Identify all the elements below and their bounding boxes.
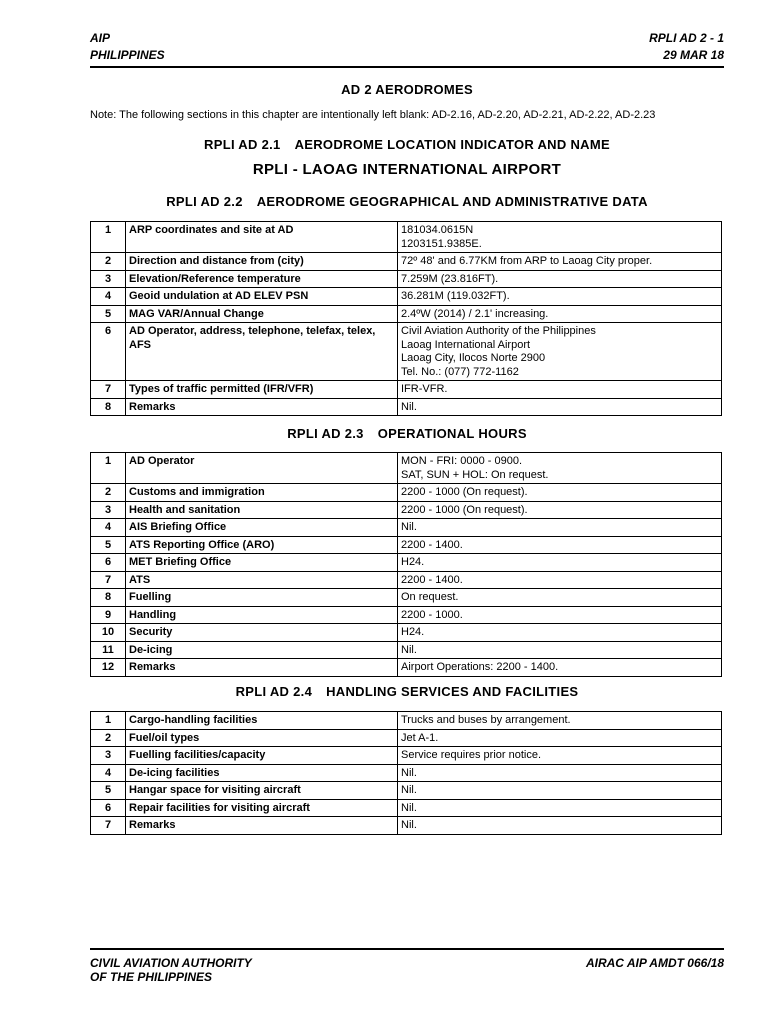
footer-left bbox=[90, 956, 252, 984]
section-2-4-heading bbox=[90, 684, 724, 699]
table-row bbox=[91, 288, 722, 306]
row-number: 8 bbox=[91, 398, 126, 416]
header-country: PHILIPPINES bbox=[90, 48, 165, 62]
row-number: 6 bbox=[91, 799, 126, 817]
row-number: 6 bbox=[91, 323, 126, 381]
row-number: 7 bbox=[91, 817, 126, 835]
row-value: Nil. bbox=[398, 817, 722, 835]
chapter-note: Note: The following sections in this chapter are intentionally left blank: AD-2.16, AD-2.20, AD-2.21, AD-2.22, AD-2.23 bbox=[90, 109, 656, 121]
row-number: 12 bbox=[91, 659, 126, 677]
row-value: 181034.0615N 1203151.9385E. bbox=[398, 222, 722, 253]
row-value: MON - FRI: 0000 - 0900. SAT, SUN + HOL: On request. bbox=[398, 453, 722, 484]
row-number: 2 bbox=[91, 484, 126, 502]
row-number: 9 bbox=[91, 606, 126, 624]
section-2-1-code: RPLI AD 2.1 bbox=[204, 137, 281, 152]
row-value: Nil. bbox=[398, 799, 722, 817]
table-row bbox=[91, 747, 722, 765]
geographical-admin-table bbox=[90, 221, 722, 416]
table-row bbox=[91, 712, 722, 730]
row-number: 1 bbox=[91, 222, 126, 253]
row-label: Remarks bbox=[126, 817, 398, 835]
row-label: Remarks bbox=[126, 398, 398, 416]
table-row bbox=[91, 764, 722, 782]
row-number: 8 bbox=[91, 589, 126, 607]
row-label: Handling bbox=[126, 606, 398, 624]
row-value: Trucks and buses by arrangement. bbox=[398, 712, 722, 730]
row-number: 7 bbox=[91, 571, 126, 589]
row-value: 2.4ºW (2014) / 2.1' increasing. bbox=[398, 305, 722, 323]
page-header bbox=[90, 30, 724, 68]
row-value: 2200 - 1400. bbox=[398, 571, 722, 589]
row-number: 6 bbox=[91, 554, 126, 572]
section-2-4-code: RPLI AD 2.4 bbox=[235, 684, 313, 699]
row-number: 5 bbox=[91, 782, 126, 800]
table-row bbox=[91, 381, 722, 399]
row-label: Customs and immigration bbox=[126, 484, 398, 502]
airport-name: RPLI - LAOAG INTERNATIONAL AIRPORT bbox=[252, 161, 562, 178]
row-value: Nil. bbox=[398, 398, 722, 416]
table-row bbox=[91, 519, 722, 537]
table-row bbox=[91, 398, 722, 416]
table-row bbox=[91, 323, 722, 381]
row-number: 5 bbox=[91, 536, 126, 554]
table-row bbox=[91, 253, 722, 271]
row-label: Elevation/Reference temperature bbox=[126, 270, 398, 288]
row-value: 72º 48' and 6.77KM from ARP to Laoag City proper. bbox=[398, 253, 722, 271]
header-aip: AIP bbox=[90, 31, 111, 45]
footer-authority-line1: CIVIL AVIATION AUTHORITY bbox=[90, 956, 252, 970]
row-label: Cargo-handling facilities bbox=[126, 712, 398, 730]
table-row bbox=[91, 270, 722, 288]
row-label: Geoid undulation at AD ELEV PSN bbox=[126, 288, 398, 306]
header-page-ref: RPLI AD 2 - 1 bbox=[649, 31, 724, 45]
row-value: Airport Operations: 2200 - 1400. bbox=[398, 659, 722, 677]
row-number: 4 bbox=[91, 764, 126, 782]
footer-amendment: AIRAC AIP AMDT 066/18 bbox=[585, 956, 724, 970]
row-label: De-icing bbox=[126, 641, 398, 659]
table-row bbox=[91, 589, 722, 607]
row-label: MAG VAR/Annual Change bbox=[126, 305, 398, 323]
row-number: 1 bbox=[91, 712, 126, 730]
row-label: Repair facilities for visiting aircraft bbox=[126, 799, 398, 817]
table-row bbox=[91, 222, 722, 253]
row-label: Security bbox=[126, 624, 398, 642]
table-row bbox=[91, 501, 722, 519]
row-label: AD Operator, address, telephone, telefax, telex, AFS bbox=[126, 323, 398, 381]
table-row bbox=[91, 817, 722, 835]
table-row bbox=[91, 536, 722, 554]
row-label: Types of traffic permitted (IFR/VFR) bbox=[126, 381, 398, 399]
row-value: H24. bbox=[398, 624, 722, 642]
row-value: Nil. bbox=[398, 764, 722, 782]
table-row bbox=[91, 554, 722, 572]
row-label: Remarks bbox=[126, 659, 398, 677]
table-row bbox=[91, 782, 722, 800]
row-label: De-icing facilities bbox=[126, 764, 398, 782]
row-value: IFR-VFR. bbox=[398, 381, 722, 399]
row-label: ARP coordinates and site at AD bbox=[126, 222, 398, 253]
row-label: ATS bbox=[126, 571, 398, 589]
header-left bbox=[90, 30, 165, 64]
section-2-3-code: RPLI AD 2.3 bbox=[287, 426, 364, 441]
section-2-2-heading bbox=[90, 194, 724, 209]
row-label: Fuelling facilities/capacity bbox=[126, 747, 398, 765]
table-row bbox=[91, 729, 722, 747]
section-2-1-heading bbox=[90, 137, 724, 152]
row-value: Jet A-1. bbox=[398, 729, 722, 747]
row-value: H24. bbox=[398, 554, 722, 572]
row-value: Civil Aviation Authority of the Philippines Laoag International Airport Laoag City, Ilocos Norte 2900 Tel. No.: (077) 772-1162 bbox=[398, 323, 722, 381]
row-label: Hangar space for visiting aircraft bbox=[126, 782, 398, 800]
page-footer bbox=[90, 948, 724, 984]
row-value: 2200 - 1000 (On request). bbox=[398, 484, 722, 502]
table-row bbox=[91, 624, 722, 642]
row-number: 10 bbox=[91, 624, 126, 642]
row-label: Direction and distance from (city) bbox=[126, 253, 398, 271]
section-2-4-title: HANDLING SERVICES AND FACILITIES bbox=[326, 684, 579, 699]
section-2-1-title: AERODROME LOCATION INDICATOR AND NAME bbox=[294, 137, 610, 152]
section-2-3-heading bbox=[90, 426, 724, 441]
row-value: Service requires prior notice. bbox=[398, 747, 722, 765]
row-number: 4 bbox=[91, 288, 126, 306]
handling-services-table bbox=[90, 711, 722, 835]
row-value: 2200 - 1400. bbox=[398, 536, 722, 554]
table-row bbox=[91, 606, 722, 624]
row-number: 1 bbox=[91, 453, 126, 484]
row-number: 3 bbox=[91, 270, 126, 288]
header-right bbox=[649, 30, 724, 64]
table-row bbox=[91, 305, 722, 323]
row-label: AD Operator bbox=[126, 453, 398, 484]
row-number: 5 bbox=[91, 305, 126, 323]
row-value: 2200 - 1000. bbox=[398, 606, 722, 624]
header-date: 29 MAR 18 bbox=[663, 48, 724, 62]
section-2-2-title: AERODROME GEOGRAPHICAL AND ADMINISTRATIVE DATA bbox=[256, 194, 648, 209]
row-number: 11 bbox=[91, 641, 126, 659]
row-label: Health and sanitation bbox=[126, 501, 398, 519]
row-value: Nil. bbox=[398, 641, 722, 659]
section-2-2-code: RPLI AD 2.2 bbox=[166, 194, 243, 209]
table-row bbox=[91, 659, 722, 677]
row-label: AIS Briefing Office bbox=[126, 519, 398, 537]
row-label: Fuelling bbox=[126, 589, 398, 607]
row-label: Fuel/oil types bbox=[126, 729, 398, 747]
row-label: MET Briefing Office bbox=[126, 554, 398, 572]
table-row bbox=[91, 484, 722, 502]
row-number: 3 bbox=[91, 501, 126, 519]
row-value: 2200 - 1000 (On request). bbox=[398, 501, 722, 519]
row-value: On request. bbox=[398, 589, 722, 607]
row-number: 2 bbox=[91, 729, 126, 747]
row-number: 3 bbox=[91, 747, 126, 765]
section-2-3-title: OPERATIONAL HOURS bbox=[377, 426, 527, 441]
row-number: 2 bbox=[91, 253, 126, 271]
row-number: 4 bbox=[91, 519, 126, 537]
row-value: Nil. bbox=[398, 519, 722, 537]
row-value: Nil. bbox=[398, 782, 722, 800]
table-row bbox=[91, 571, 722, 589]
table-row bbox=[91, 453, 722, 484]
row-label: ATS Reporting Office (ARO) bbox=[126, 536, 398, 554]
row-number: 7 bbox=[91, 381, 126, 399]
row-value: 7.259M (23.816FT). bbox=[398, 270, 722, 288]
row-value: 36.281M (119.032FT). bbox=[398, 288, 722, 306]
table-row bbox=[91, 641, 722, 659]
table-row bbox=[91, 799, 722, 817]
operational-hours-table bbox=[90, 452, 722, 677]
footer-authority-line2: OF THE PHILIPPINES bbox=[90, 970, 213, 984]
chapter-title: AD 2 AERODROMES bbox=[341, 82, 473, 97]
